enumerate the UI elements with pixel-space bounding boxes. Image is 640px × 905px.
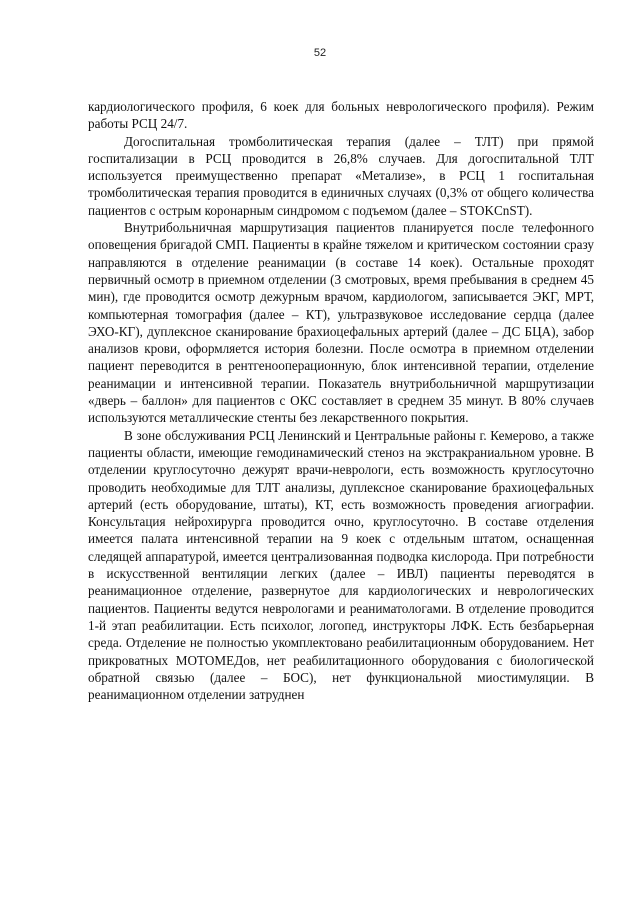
text-body xyxy=(88,98,594,703)
paragraph-3: Внутрибольничная маршрутизация пациентов планируется после телефонного оповещения бригадой СМП. Пациенты в крайне тяжелом и критическом состоянии сразу направляются в отделение реанимации (в составе 14 коек). Остальные проходят первичный осмотр в приемном отделении (3 смотровых, время пребывания в среднем 45 мин), где проводится осмотр дежурным врачом, кардиологом, записывается ЭКГ, МРТ, компьютерная томография (далее – КТ), ультразвуковое исследование сердца (далее ЭХО-КГ), дуплексное сканирование брахиоцефальных артерий (далее – ДС БЦА), забор анализов крови, оформляется история болезни. После осмотра в приемном отделении пациент переводится в рентгенооперационную, блок интенсивной терапии, отделение реанимации и интенсивной терапии. Показатель внутрибольничной маршрутизации «дверь – баллон» для пациентов с ОКС составляет в среднем 35 минут. В 80% случаев используются металлические стенты без лекарственного покрытия. xyxy=(88,220,594,426)
paragraph-4: В зоне обслуживания РСЦ Ленинский и Центральные районы г. Кемерово, а также пациенты области, имеющие гемодинамический стеноз на экстракраниальном уровне. В отделении круглосуточно дежурят врачи-неврологи, есть возможность круглосуточно проводить необходимые для ТЛТ анализы, дуплексное сканирование брахиоцефальных артерий (есть оборудование, штаты), КТ, есть возможность проведения агиографии. Консультация нейрохирурга проводится очно, круглосуточно. В составе отделения имеется палата интенсивной терапии на 9 коек с отдельным штатом, оснащенная следящей аппаратурой, имеется централизованная подводка кислорода. При потребности в искусственной вентиляции легких (далее – ИВЛ) пациенты переводятся в реанимационное отделение, развернутое для кардиологических и неврологических пациентов. Пациенты ведутся неврологами и реаниматологами. В отделение проводится 1-й этап реабилитации. Есть психолог, логопед, инструкторы ЛФК. Есть безбарьерная среда. Отделение не полностью укомплектовано реабилитационным оборудованием. Нет прикроватных МОТОМЕДов, нет реабилитационного оборудования с биологической обратной связью (далее – БОС), нет функциональной миостимуляции. В реанимационном отделении затруднен xyxy=(88,427,594,703)
paragraph-2: Догоспитальная тромболитическая терапия (далее – ТЛТ) при прямой госпитализации в РСЦ проводится в 26,8% случаев. Для догоспитальной ТЛТ используется преимущественно препарат «Метализе», в РСЦ 1 госпитальная тромболитическая терапия проводится в единичных случаях (0,3% от общего количества пациентов с острым коронарным синдромом с подъемом (далее – STOKCnST). xyxy=(88,133,594,218)
paragraph-1: кардиологического профиля, 6 коек для больных неврологического профиля). Режим работы РСЦ 24/7. xyxy=(88,99,594,132)
page-number: 52 xyxy=(313,47,327,59)
